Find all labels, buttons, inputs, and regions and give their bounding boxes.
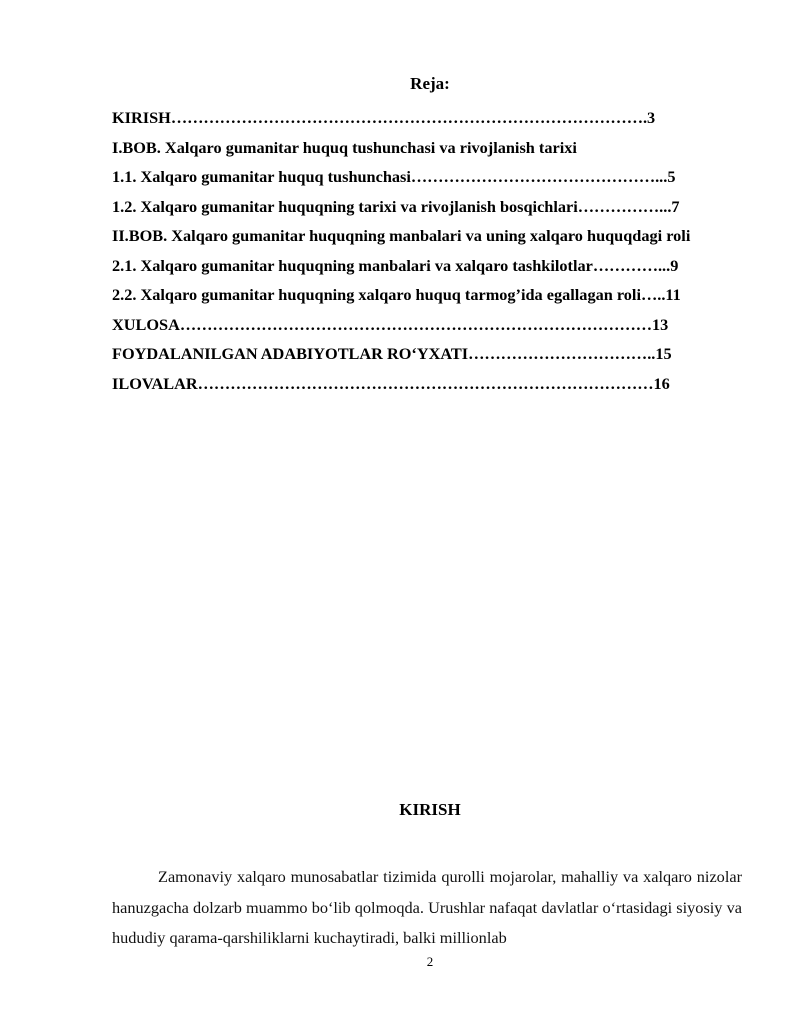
toc-entry-chapter-1: I.BOB. Xalqaro gumanitar huquq tushunchasi va rivojlanish tarixi	[112, 137, 577, 157]
toc-entry-chapter-2: II.BOB. Xalqaro gumanitar huquqning manbalari va uning xalqaro huquqdagi roli	[112, 226, 691, 245]
toc-entry-2-1: 2.1. Xalqaro gumanitar huquqning manbalari va xalqaro tashkilotlar…………...9	[112, 255, 679, 275]
toc-entry-1-2: 1.2. Xalqaro gumanitar huquqning tarixi va rivojlanish bosqichlari……………...7	[112, 196, 680, 216]
table-of-contents	[112, 103, 744, 398]
intro-paragraph: Zamonaviy xalqaro munosabatlar tizimida qurolli mojarolar, mahalliy va xalqaro nizolar hanuzgacha dolzarb muammo bo‘lib qolmoqda. Urushlar nafaqat davlatlar o‘rtasidagi siyosiy va hududiy qarama-qarshiliklarni kuchaytiradi, balki millionlab	[112, 867, 742, 948]
toc-entry-appendices: ILOVALAR…………………………………………………………………………16	[112, 373, 670, 393]
toc-entry-1-1: 1.1. Xalqaro gumanitar huquq tushunchasi………………………………………...5	[112, 167, 676, 186]
toc-title: Reja:	[410, 74, 450, 93]
toc-entry-kirish: KIRISH…………………………………………………………………………….3	[112, 108, 656, 127]
toc-entry-xulosa: XULOSA……………………………………………………………………………13	[112, 314, 669, 334]
page-number: 2	[426, 954, 434, 969]
toc-entry-bibliography: FOYDALANILGAN ADABIYOTLAR RO‘YXATI……………………………..15	[112, 344, 672, 363]
section-title: KIRISH	[399, 800, 461, 819]
toc-entry-2-2: 2.2. Xalqaro gumanitar huquqning xalqaro huquq tarmog’ida egallagan roli…..11	[112, 285, 681, 304]
